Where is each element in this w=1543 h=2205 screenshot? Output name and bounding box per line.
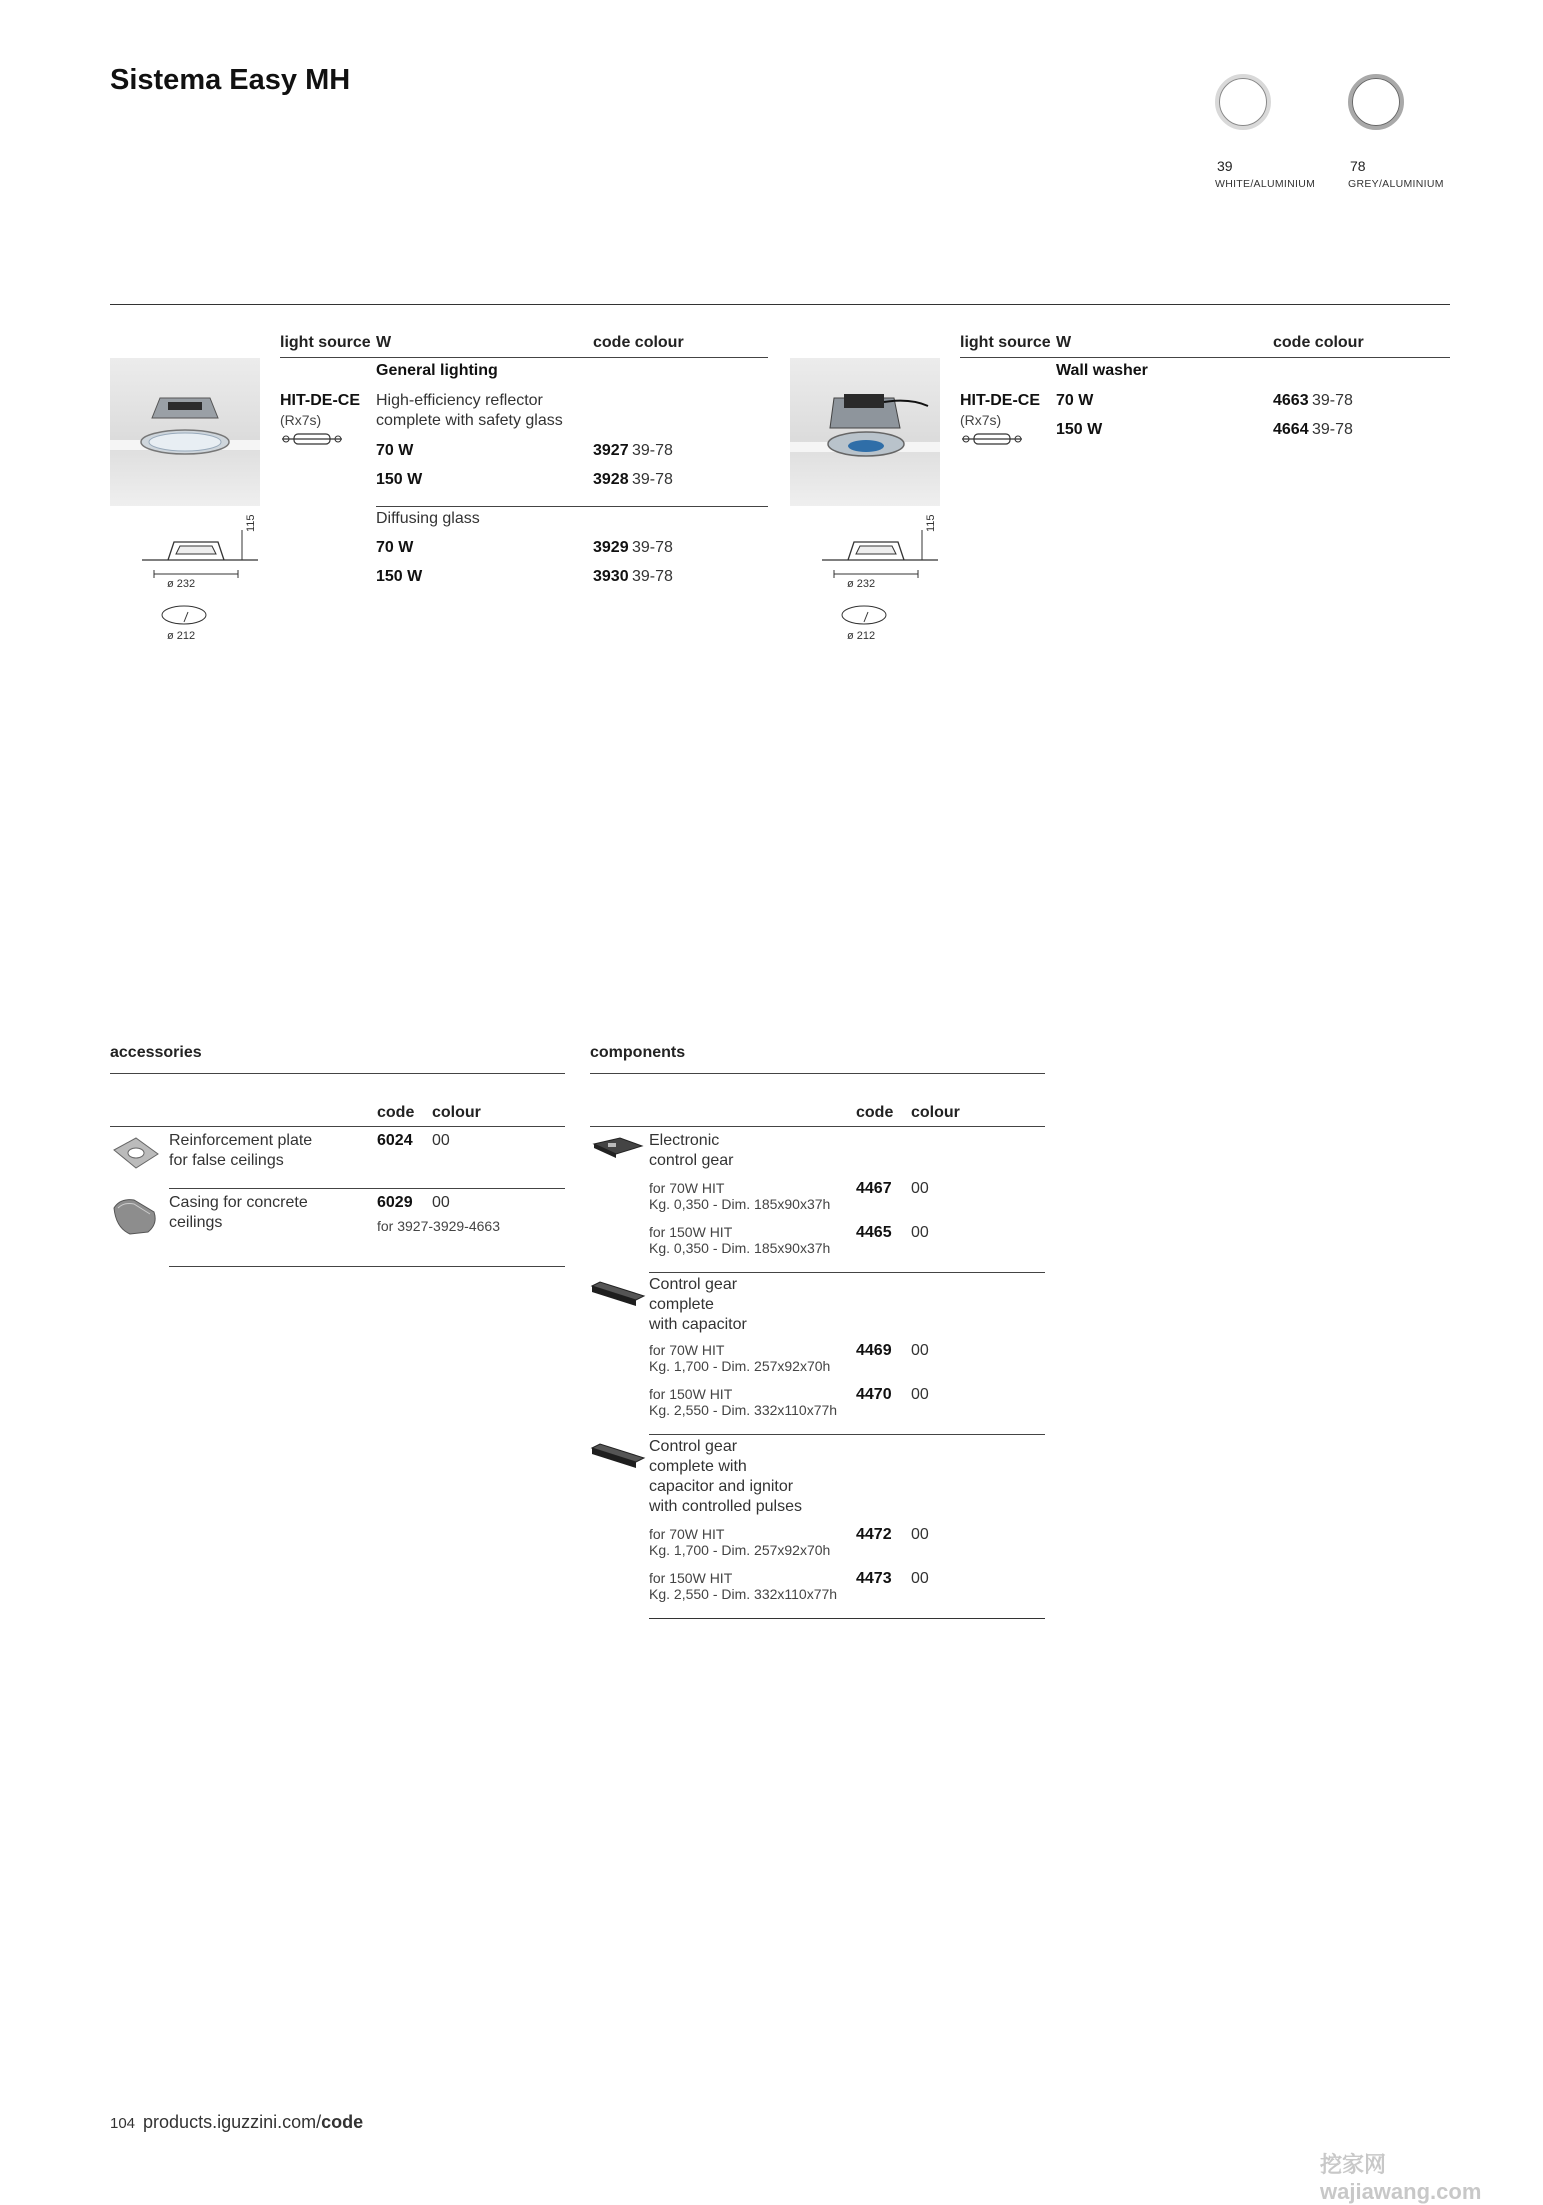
page-title: Sistema Easy MH — [110, 64, 351, 96]
component-for: for 150W HIT — [649, 1224, 733, 1240]
downlight-image-icon — [790, 358, 940, 506]
accessory-name: Casing for concrete — [169, 1194, 308, 1211]
component-name: complete — [649, 1296, 714, 1313]
dimension-cut-out: ø 212 — [847, 630, 876, 642]
component-for: for 70W HIT — [649, 1342, 725, 1358]
reinforcement-plate-icon — [110, 1134, 160, 1174]
header-w: W — [1056, 334, 1072, 351]
component-spec: Kg. 2,550 - Dim. 332x110x77h — [649, 1586, 838, 1602]
dimension-outer: ø 232 — [847, 578, 876, 590]
group-title: Wall washer — [1056, 362, 1148, 379]
product-code: 3929 — [593, 539, 629, 556]
socket-type: (Rx7s) — [960, 412, 1002, 428]
accessory-code: 6024 — [377, 1132, 413, 1149]
component-spec: Kg. 2,550 - Dim. 332x110x77h — [649, 1402, 838, 1418]
header-rule — [590, 1126, 1045, 1127]
footer — [110, 2112, 363, 2133]
row-rule — [169, 1266, 565, 1267]
header-rule — [110, 1126, 565, 1127]
footer-url-code[interactable]: code — [321, 2112, 364, 2132]
component-name: with capacitor — [649, 1316, 747, 1333]
component-spec: Kg. 1,700 - Dim. 257x92x70h — [649, 1358, 831, 1374]
wattage: 150 W — [376, 568, 423, 585]
component-spec: Kg. 1,700 - Dim. 257x92x70h — [649, 1542, 831, 1558]
header-light-source: light source — [280, 334, 371, 351]
row-rule — [649, 1618, 1045, 1619]
cut-out-icon — [840, 604, 890, 626]
cut-out-icon — [160, 604, 210, 626]
component-for: for 70W HIT — [649, 1180, 725, 1196]
section-drawing-icon — [820, 524, 940, 584]
wattage: 70 W — [376, 539, 414, 556]
wattage: 70 W — [1056, 392, 1094, 409]
component-code: 4473 — [856, 1570, 892, 1587]
component-code: 4472 — [856, 1526, 892, 1543]
control-gear-capacitor-icon — [590, 1278, 646, 1308]
row-rule — [649, 1272, 1045, 1273]
header-rule — [280, 357, 768, 358]
component-colour: 00 — [911, 1386, 929, 1403]
component-name: Control gear — [649, 1276, 738, 1293]
lamp-symbol-icon — [280, 432, 344, 446]
component-for: for 150W HIT — [649, 1386, 733, 1402]
header-light-source: light source — [960, 334, 1051, 351]
swatch-inner-ring — [1352, 78, 1400, 126]
component-code: 4465 — [856, 1224, 892, 1241]
product-colour: 39-78 — [632, 442, 673, 459]
product-photo-wall-washer — [790, 358, 940, 506]
header-code-colour: code colour — [593, 334, 684, 351]
light-source-name: HIT-DE-CE — [280, 392, 360, 409]
component-name: control gear — [649, 1152, 734, 1169]
swatch-inner-ring — [1219, 78, 1267, 126]
section-drawing-icon — [140, 524, 260, 584]
dimension-cut-out: ø 212 — [167, 630, 196, 642]
accessory-note: for 3927-3929-4663 — [377, 1218, 500, 1234]
watermark: 挖家网 wajiawang.com — [1320, 2152, 1482, 2204]
accessory-code: 6029 — [377, 1194, 413, 1211]
component-for: for 70W HIT — [649, 1526, 725, 1542]
product-code: 4664 — [1273, 421, 1309, 438]
header-colour: colour — [432, 1104, 481, 1121]
section-rule — [590, 1073, 1045, 1074]
product-colour: 39-78 — [632, 568, 673, 585]
product-code: 3927 — [593, 442, 629, 459]
component-colour: 00 — [911, 1342, 929, 1359]
top-rule — [110, 304, 1450, 305]
component-colour: 00 — [911, 1570, 929, 1587]
downlight-image-icon — [110, 358, 260, 506]
light-source-name: HIT-DE-CE — [960, 392, 1040, 409]
wattage: 150 W — [376, 471, 423, 488]
component-colour: 00 — [911, 1224, 929, 1241]
accessory-name: for false ceilings — [169, 1152, 284, 1169]
component-colour: 00 — [911, 1180, 929, 1197]
product-colour: 39-78 — [1312, 421, 1353, 438]
concrete-casing-icon — [110, 1194, 160, 1240]
component-code: 4467 — [856, 1180, 892, 1197]
colour-name: WHITE/ALUMINIUM — [1215, 178, 1316, 190]
section-rule — [110, 1073, 565, 1074]
header-code: code — [377, 1104, 415, 1121]
dimension-outer: ø 232 — [167, 578, 196, 590]
header-w: W — [376, 334, 392, 351]
component-name: complete with — [649, 1458, 747, 1475]
product-code: 3928 — [593, 471, 629, 488]
component-colour: 00 — [911, 1526, 929, 1543]
wattage: 70 W — [376, 442, 414, 459]
component-code: 4469 — [856, 1342, 892, 1359]
component-name: with controlled pulses — [649, 1498, 802, 1515]
lamp-symbol-icon — [960, 432, 1024, 446]
row-rule — [169, 1188, 565, 1189]
component-spec: Kg. 0,350 - Dim. 185x90x37h — [649, 1240, 831, 1256]
header-rule — [960, 357, 1450, 358]
accessory-colour: 00 — [432, 1132, 450, 1149]
group-title: General lighting — [376, 362, 498, 379]
dimension-height: 115 — [925, 514, 937, 532]
components-title: components — [590, 1044, 686, 1061]
group-title: Diffusing glass — [376, 510, 480, 527]
description-line: complete with safety glass — [376, 412, 563, 429]
electronic-control-gear-icon — [590, 1134, 646, 1160]
component-spec: Kg. 0,350 - Dim. 185x90x37h — [649, 1196, 831, 1212]
colour-code: 39 — [1217, 158, 1233, 174]
socket-type: (Rx7s) — [280, 412, 322, 428]
component-name: Electronic — [649, 1132, 720, 1149]
header-colour: colour — [911, 1104, 960, 1121]
component-for: for 150W HIT — [649, 1570, 733, 1586]
header-code-colour: code colour — [1273, 334, 1364, 351]
row-rule — [649, 1434, 1045, 1435]
product-code: 4663 — [1273, 392, 1309, 409]
colour-code: 78 — [1350, 158, 1366, 174]
footer-url-prefix[interactable]: products.iguzzini.com/ — [143, 2112, 322, 2132]
group-rule — [376, 506, 768, 507]
header-code: code — [856, 1104, 894, 1121]
component-code: 4470 — [856, 1386, 892, 1403]
description-line: High-efficiency reflector — [376, 392, 543, 409]
component-name: Control gear — [649, 1438, 738, 1455]
colour-name: GREY/ALUMINIUM — [1348, 178, 1444, 190]
control-gear-ignitor-icon — [590, 1440, 646, 1470]
accessory-colour: 00 — [432, 1194, 450, 1211]
accessory-name: Reinforcement plate — [169, 1132, 313, 1149]
product-colour: 39-78 — [632, 471, 673, 488]
component-name: capacitor and ignitor — [649, 1478, 794, 1495]
product-colour: 39-78 — [632, 539, 673, 556]
wattage: 150 W — [1056, 421, 1103, 438]
product-photo-general-lighting — [110, 358, 260, 506]
accessories-title: accessories — [110, 1044, 202, 1061]
product-colour: 39-78 — [1312, 392, 1353, 409]
product-code: 3930 — [593, 568, 629, 585]
page-number: 104 — [110, 2115, 136, 2132]
dimension-height: 115 — [245, 514, 257, 532]
accessory-name: ceilings — [169, 1214, 223, 1231]
